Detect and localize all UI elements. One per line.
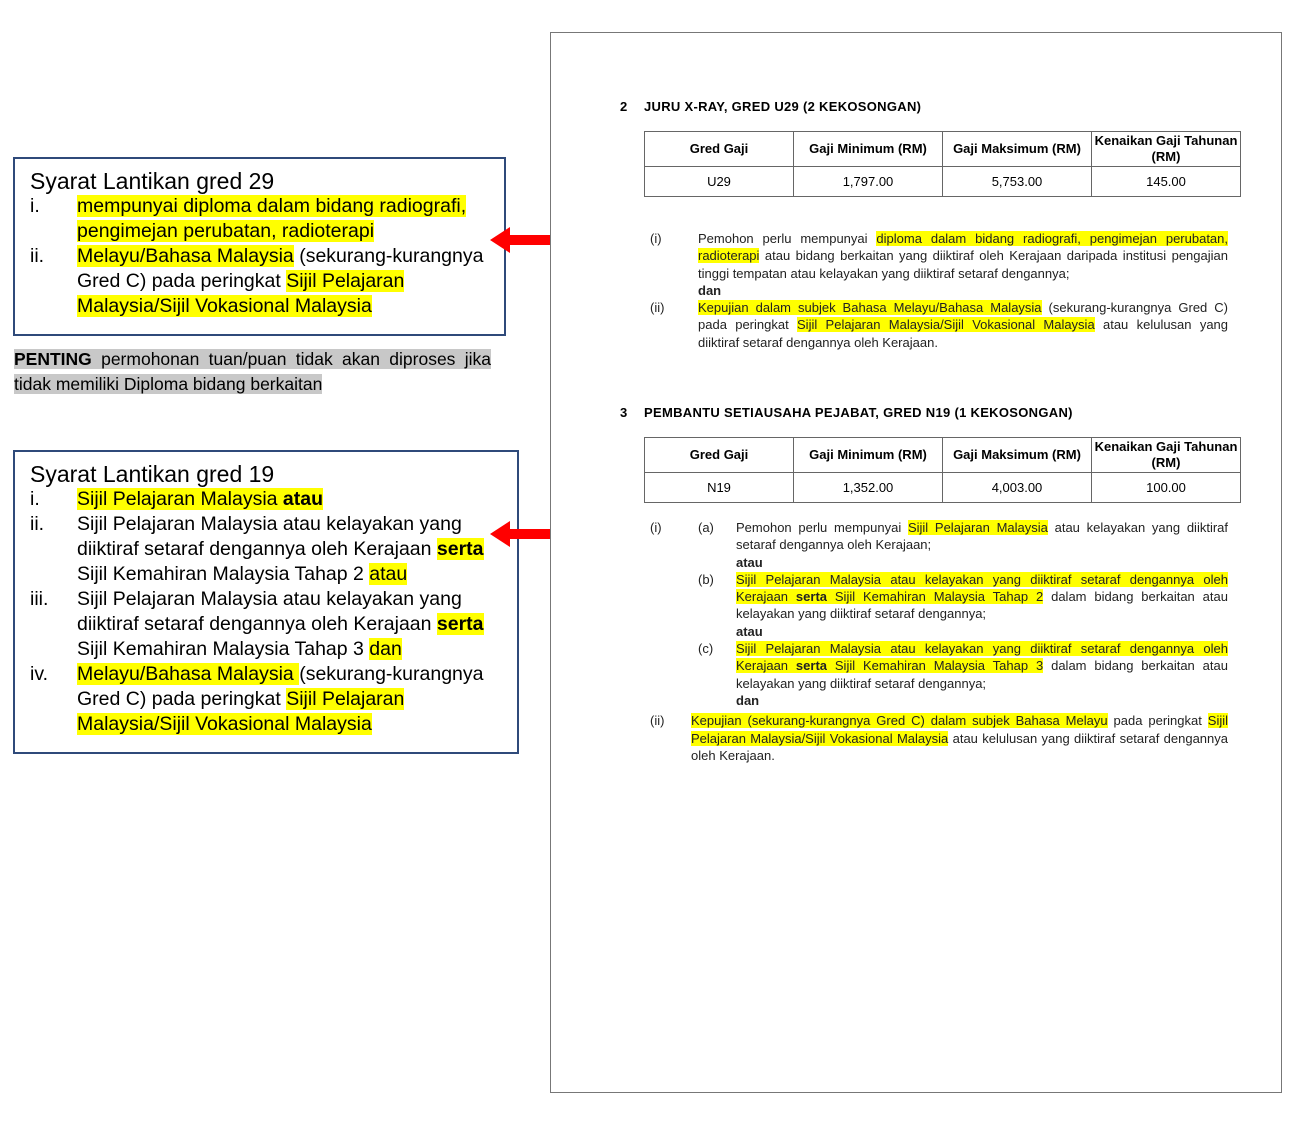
table-header: Gred Gaji [645, 438, 794, 473]
salary-table [644, 437, 1241, 503]
highlighted-text: Sijil Pelajaran Malaysia [907, 520, 1048, 535]
highlighted-bold-text: atau [282, 488, 324, 510]
table-row [645, 473, 1241, 503]
table-cell: U29 [645, 167, 794, 197]
item-text: atau kelulusan yang diiktiraf setaraf dengannya oleh Kerajaan. [691, 730, 1228, 763]
section-number: 2 [620, 99, 628, 114]
highlighted-text: atau [369, 563, 408, 585]
highlighted-text: Sijil Pelajaran Malaysia atau kelayakan yang diiktiraf setaraf dengannya oleh Kerajaan [736, 571, 1228, 605]
item-text: Pemohon perlu mempunyai [736, 520, 908, 535]
box-title: Syarat Lantikan gred 29 [30, 168, 275, 194]
table-header: Gaji Minimum (RM) [794, 438, 943, 473]
item-text: Pemohon perlu mempunyai [698, 231, 877, 246]
table-cell: 1,797.00 [794, 167, 943, 197]
table-cell: 1,352.00 [794, 473, 943, 503]
item-number: (i) [650, 520, 662, 535]
highlighted-text: Sijil Pelajaran Malaysia/Sijil Vokasional Malaysia [797, 317, 1095, 333]
list-item [30, 194, 492, 244]
list-item [30, 512, 505, 587]
sub-item-number: (a) [698, 520, 714, 535]
section-title: PEMBANTU SETIAUSAHA PEJABAT, GRED N19 (1 KEKOSONGAN) [644, 405, 1073, 420]
item-text: Sijil Pelajaran Malaysia atau kelayakan yang diiktiraf setaraf dengannya oleh Kerajaan [77, 513, 462, 560]
item-text: (sekurang-kurangnya Gred C) pada peringkat [77, 245, 484, 292]
table-header: Kenaikan Gaji Tahunan (RM) [1092, 132, 1241, 167]
sub-item-number: (c) [698, 641, 714, 657]
highlighted-text: diploma dalam bidang radiografi, pengimejan perubatan, radioterapi [698, 231, 1229, 264]
requirements-box-grade-19 [13, 450, 519, 754]
item-text: (sekurang-kurangnya Gred C) pada peringkat [77, 663, 484, 710]
highlighted-bold-text: serta [795, 658, 827, 674]
important-label: PENTING [14, 349, 92, 369]
connector-atau: atau [736, 554, 763, 570]
section-number: 3 [620, 405, 628, 420]
requirements-box-grade-29 [13, 157, 506, 336]
table-row [645, 167, 1241, 197]
item-number: ii. [30, 245, 45, 267]
requirements-grade-19 [650, 519, 1228, 764]
list-item [30, 662, 505, 737]
table-cell: 145.00 [1092, 167, 1241, 197]
table-header: Gred Gaji [645, 132, 794, 167]
item-number: i. [30, 488, 40, 510]
highlighted-text: mempunyai diploma dalam bidang radiografi, pengimejan perubatan, radioterapi [77, 195, 467, 242]
item-text: dalam bidang berkaitan atau kelayakan yang diiktiraf setaraf dengannya; [736, 658, 1228, 691]
important-note [14, 347, 491, 396]
table-cell: 4,003.00 [943, 473, 1092, 503]
connector-dan: dan [736, 692, 760, 708]
highlighted-text: Sijil Pelajaran Malaysia/Sijil Vokasional Malaysia [77, 688, 405, 735]
item-number: (ii) [650, 300, 665, 316]
item-text: atau bidang berkaitan yang diiktiraf oleh Kerajaan daripada institusi pengajian tinggi tempatan atau kelayakan yang diiktiraf setaraf dengannya; [698, 248, 1228, 281]
highlighted-text: Sijil Pelajaran Malaysia/Sijil Vokasional Malaysia [691, 713, 1229, 746]
highlighted-text: dan [369, 638, 402, 660]
item-text: Sijil Kemahiran Malaysia Tahap 2 [77, 563, 370, 585]
highlighted-text: Sijil Kemahiran Malaysia Tahap 2 [827, 589, 1044, 605]
document-page [550, 32, 1282, 1093]
item-text: atau kelulusan yang diiktiraf setaraf dengannya oleh Kerajaan. [698, 317, 1229, 350]
highlighted-text: Kepujian (sekurang-kurangnya Gred C) dalam subjek Bahasa Melayu [691, 713, 1108, 729]
highlighted-bold-text: serta [795, 589, 827, 605]
table-cell: N19 [645, 473, 794, 503]
item-text: Sijil Pelajaran Malaysia atau kelayakan yang diiktiraf setaraf dengannya oleh Kerajaan [77, 588, 462, 635]
highlighted-bold-text: serta [436, 613, 484, 635]
section-heading [620, 405, 1073, 420]
table-cell: 5,753.00 [943, 167, 1092, 197]
item-number: iii. [30, 588, 49, 610]
highlighted-text: Kepujian dalam subjek Bahasa Melayu/Bahasa Malaysia [698, 300, 1042, 316]
list-item [30, 487, 505, 512]
table-header: Gaji Maksimum (RM) [943, 438, 1092, 473]
connector-atau: atau [736, 623, 763, 639]
highlighted-text: Sijil Pelajaran Malaysia/Sijil Vokasional Malaysia [77, 270, 405, 317]
item-text: pada peringkat [1107, 713, 1208, 729]
item-text: (sekurang-kurangnya Gred C) pada peringkat [698, 300, 1228, 333]
table-cell: 100.00 [1092, 473, 1241, 503]
highlighted-text: Melayu/Bahasa Malaysia [77, 663, 300, 685]
section-title: JURU X-RAY, GRED U29 (2 KEKOSONGAN) [644, 99, 922, 114]
list-item [30, 244, 492, 319]
sub-item-number: (b) [698, 571, 714, 587]
item-text: Sijil Kemahiran Malaysia Tahap 3 [77, 638, 370, 660]
connector-dan: dan [698, 282, 722, 298]
item-number: (ii) [650, 713, 665, 729]
section-heading [620, 99, 921, 114]
salary-table [644, 131, 1241, 197]
highlighted-text: Melayu/Bahasa Malaysia [77, 245, 294, 267]
item-number: i. [30, 195, 40, 217]
item-number: ii. [30, 513, 45, 535]
important-text: permohonan tuan/puan tidak akan diproses jika tidak memiliki Diploma bidang berkaitan [14, 349, 491, 394]
highlighted-text: Sijil Pelajaran Malaysia [77, 488, 283, 510]
table-header: Kenaikan Gaji Tahunan (RM) [1092, 438, 1241, 473]
highlighted-bold-text: serta [436, 538, 484, 560]
item-number: (i) [650, 231, 662, 246]
highlighted-text: Sijil Pelajaran Malaysia atau kelayakan yang diiktiraf setaraf dengannya oleh Kerajaan [736, 641, 1228, 674]
list-item [30, 587, 505, 662]
item-text: atau kelayakan yang diiktiraf setaraf dengannya oleh Kerajaan; [736, 520, 1229, 553]
table-header: Gaji Maksimum (RM) [943, 132, 1092, 167]
requirements-grade-29 [650, 230, 1228, 351]
item-number: iv. [30, 663, 49, 685]
highlighted-text: Sijil Kemahiran Malaysia Tahap 3 [827, 658, 1044, 674]
table-header: Gaji Minimum (RM) [794, 132, 943, 167]
item-text: dalam bidang berkaitan atau kelayakan yang diiktiraf setaraf dengannya; [736, 589, 1228, 622]
box-title: Syarat Lantikan gred 19 [30, 461, 275, 487]
